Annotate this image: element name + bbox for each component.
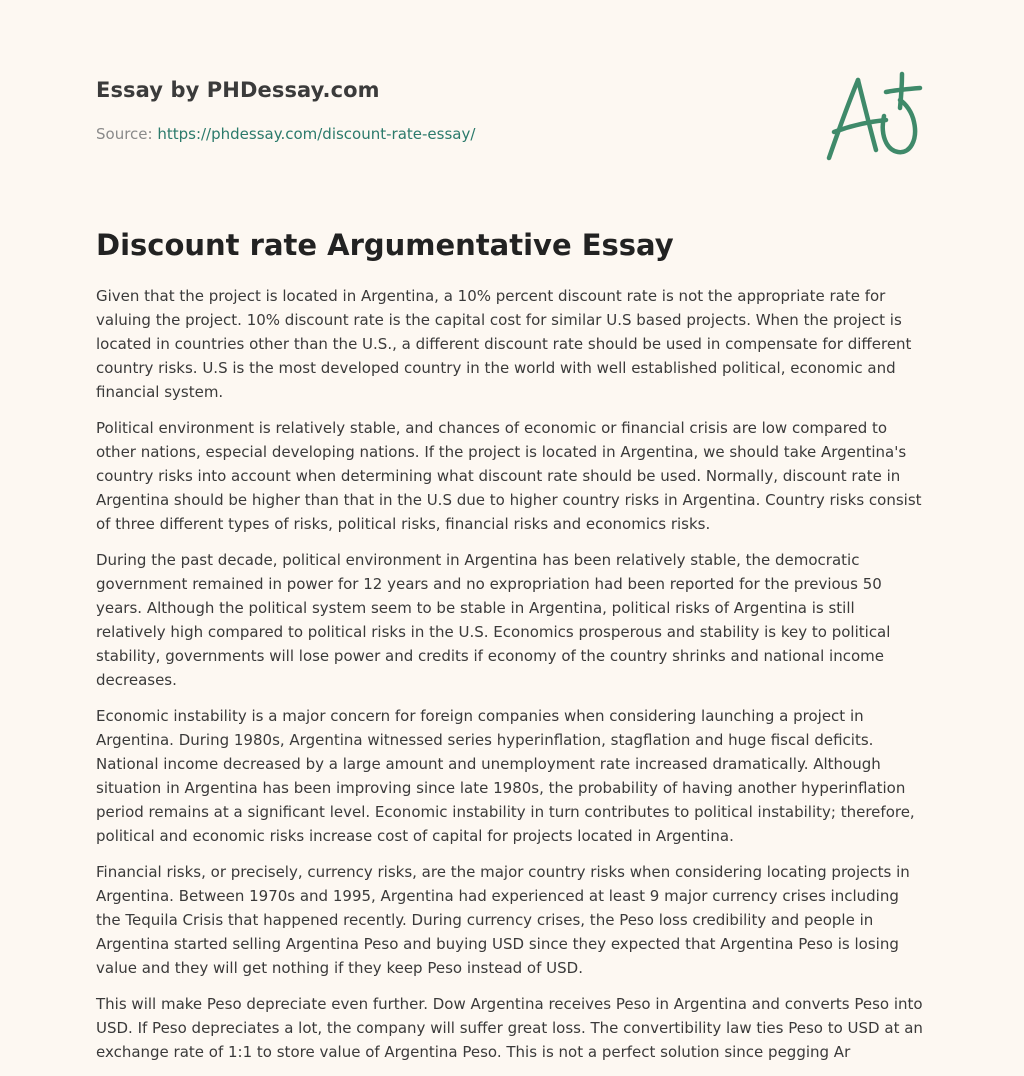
essay-paragraph: Given that the project is located in Argentina, a 10% percent discount rate is not the appropriate rate for valuing the project. 10% discount rate is the capital cost for similar U.S based projects. When the project is located in countries other than the U.S., a different discount rate should be used in compensate for different country risks. U.S is the most developed country in the world with well established political, economic and financial system.: [96, 287, 912, 401]
essay-body: [96, 284, 928, 1076]
a-plus-grade-icon: [820, 66, 930, 166]
essay-paragraph: Economic instability is a major concern for foreign companies when considering launching a project in Argentina. During 1980s, Argentina witnessed series hyperinflation, stagflation and huge fiscal deficits. National income decreased by a large amount and unemployment rate increased dramatically. Although situation in Argentina has been improving since late 1980s, the probability of having another hyperinflation period remains at a significant level. Economic instability in turn contributes to political instability; therefore, political and economic risks increase cost of capital for projects located in Argentina.: [96, 707, 915, 845]
source-line: [96, 124, 475, 144]
essay-paragraph: Political environment is relatively stable, and chances of economic or financial crisis are low compared to other nations, especial developing nations. If the project is located in Argentina, we should take Argentina's country risks into account when determining what discount rate should be used. Normally, discount rate in Argentina should be higher than that in the U.S due to higher country risks in Argentina. Country risks consist of three different types of risks, political risks, financial risks and economics risks.: [96, 419, 922, 533]
page-header: [96, 76, 928, 104]
essay-paragraph: This will make Peso depreciate even further. Dow Argentina receives Peso in Argentina and converts Peso into USD. If Peso depreciates a lot, the company will suffer great loss. The convertibility law ties Peso to USD at an exchange rate of 1:1 to store value of Argentina Peso. This is not a perfect solution since pegging Ar: [96, 995, 923, 1061]
source-link[interactable]: https://phdessay.com/discount-rate-essay/: [157, 125, 476, 143]
source-label: Source:: [96, 125, 158, 143]
essay-paragraph: Financial risks, or precisely, currency risks, are the major country risks when considering locating projects in Argentina. Between 1970s and 1995, Argentina had experienced at least 9 major currency crises including the Tequila Crisis that happened recently. During currency crises, the Peso loss credibility and people in Argentina started selling Argentina Peso and buying USD since they expected that Argentina Peso is losing value and they will get nothing if they keep Peso instead of USD.: [96, 863, 910, 977]
essay-title: Discount rate Argumentative Essay: [96, 228, 674, 262]
site-title: Essay by PHDessay.com: [96, 78, 380, 102]
essay-paragraph: During the past decade, political environment in Argentina has been relatively stable, the democratic government remained in power for 12 years and no expropriation had been reported for the previous 50 years. Although the political system seem to be stable in Argentina, political risks of Argentina is still relatively high compared to political risks in the U.S. Economics prosperous and stability is key to political stability, governments will lose power and credits if economy of the country shrinks and national income decreases.: [96, 551, 891, 689]
